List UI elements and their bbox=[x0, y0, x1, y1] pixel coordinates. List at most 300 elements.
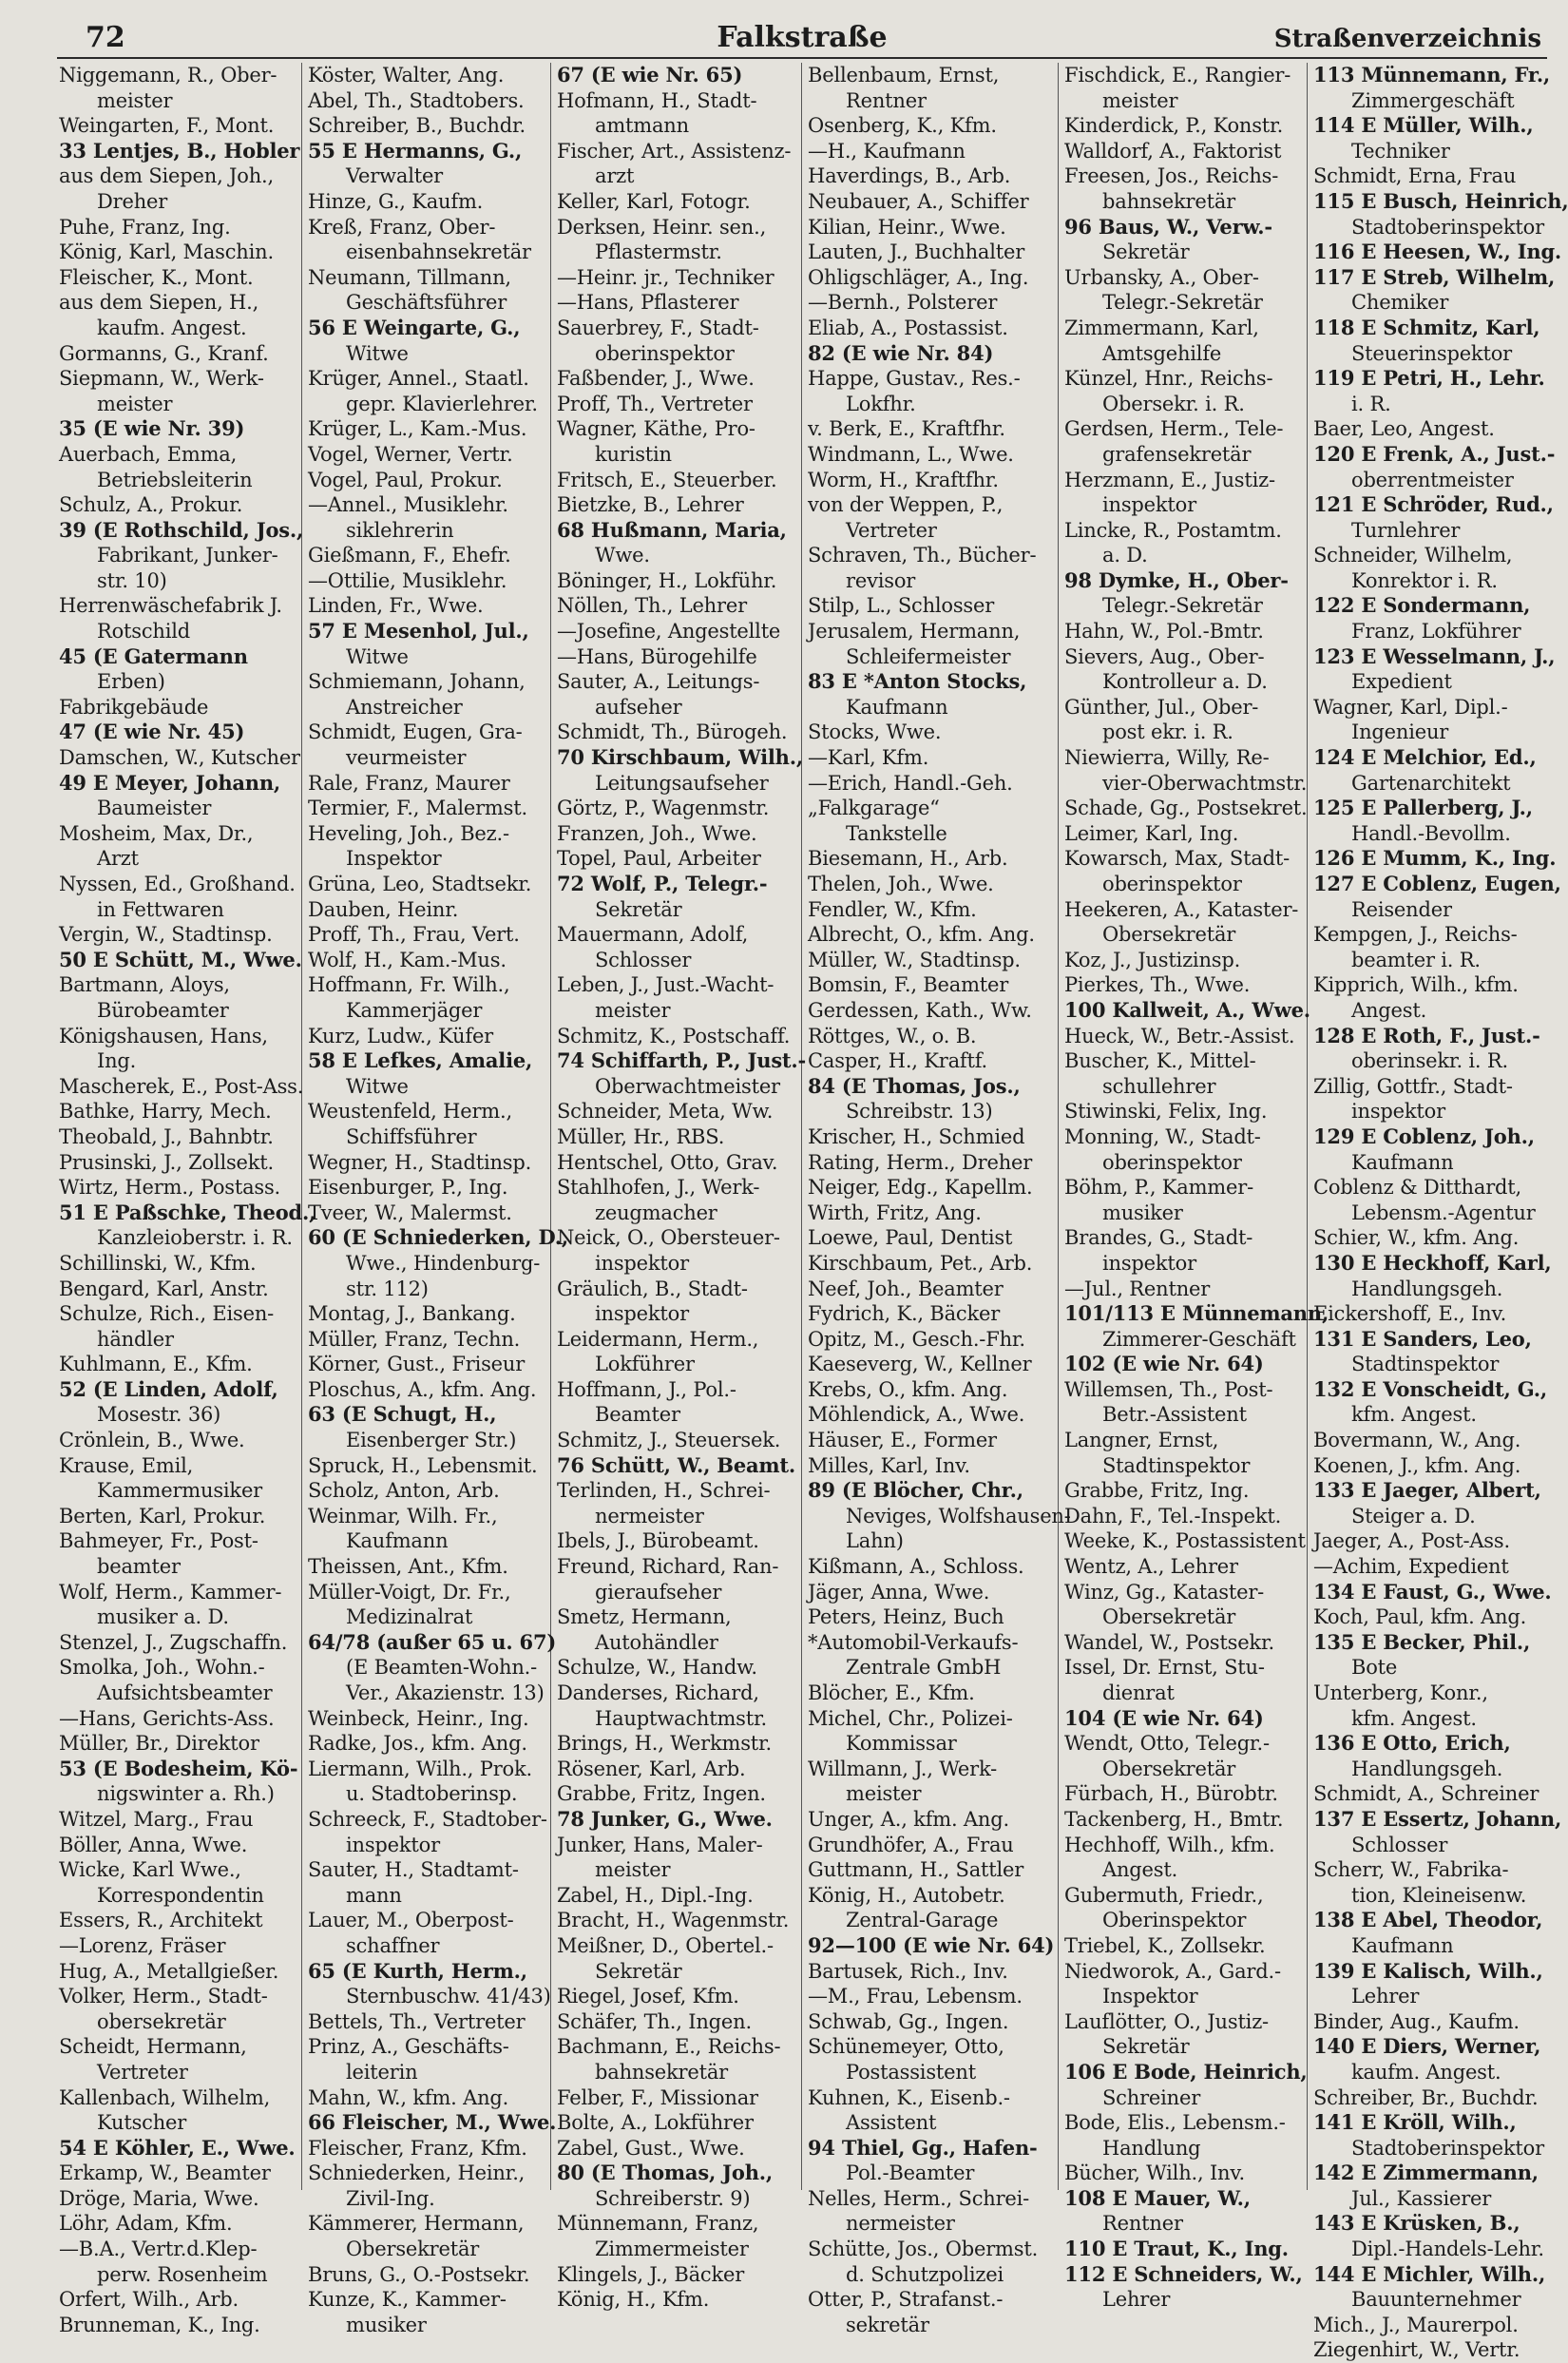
directory-entry: Danderses, Richard, bbox=[557, 1681, 759, 1704]
directory-entry: Brandes, G., Stadt- bbox=[1064, 1226, 1253, 1250]
directory-entry: *Automobil-Verkaufs- bbox=[808, 1630, 1019, 1654]
directory-entry-continuation: Bürobeamter bbox=[97, 998, 229, 1022]
directory-entry: Müller, W., Stadtinsp. bbox=[808, 948, 1021, 971]
directory-entry: 65 (E Kurth, Herm., bbox=[308, 1958, 527, 1983]
directory-entry: Fabrikgebäude bbox=[59, 695, 209, 719]
directory-entry: Osenberg, K., Kfm. bbox=[808, 114, 997, 138]
directory-entry: Keller, Karl, Fotogr. bbox=[557, 189, 751, 213]
directory-entry: Kipprich, Wilh., kfm. bbox=[1313, 973, 1519, 997]
directory-entry-continuation: Postassistent bbox=[846, 2060, 976, 2084]
directory-entry: Jaeger, A., Post-Ass. bbox=[1313, 1529, 1510, 1553]
directory-entry-continuation: revisor bbox=[846, 568, 916, 592]
directory-entry-continuation: inspektor bbox=[1351, 1100, 1445, 1124]
directory-entry-continuation: Zimmermeister bbox=[595, 2238, 749, 2261]
directory-entry: 35 (E wie Nr. 39) bbox=[59, 416, 245, 441]
directory-entry: Mauermann, Adolf, bbox=[557, 923, 749, 947]
directory-entry: v. Berk, E., Kraftfhr. bbox=[808, 417, 1005, 441]
directory-entry-continuation: Obersekretär bbox=[1102, 1605, 1236, 1629]
directory-entry: Sievers, Aug., Ober- bbox=[1064, 644, 1265, 668]
directory-entry: 94 Thiel, Gg., Hafen- bbox=[808, 2135, 1038, 2160]
directory-entry-continuation: inspektor bbox=[1102, 493, 1196, 517]
directory-entry: Schneider, Meta, Ww. bbox=[557, 1100, 774, 1124]
directory-entry: Biesemann, H., Arb. bbox=[808, 847, 1008, 871]
directory-entry: Künzel, Hnr., Reichs- bbox=[1064, 367, 1273, 391]
directory-entry: Rale, Franz, Maurer bbox=[308, 771, 510, 795]
directory-entry-continuation: perw. Rosenheim bbox=[97, 2262, 268, 2286]
directory-entry: Bomsin, F., Beamter bbox=[808, 973, 1009, 997]
directory-entry-continuation: Bauunternehmer bbox=[1351, 2288, 1521, 2312]
directory-entry-continuation: Ing. bbox=[97, 1049, 137, 1073]
directory-entry-continuation: Gartenarchitekt bbox=[1351, 771, 1511, 795]
directory-entry: Leimer, Karl, Ing. bbox=[1064, 821, 1239, 845]
directory-entry: Stiwinski, Felix, Ing. bbox=[1064, 1100, 1268, 1124]
directory-entry: Müller-Voigt, Dr. Fr., bbox=[308, 1580, 511, 1604]
directory-entry-continuation: Sekretär bbox=[1102, 2035, 1190, 2059]
directory-entry: 54 E Köhler, E., Wwe. bbox=[59, 2135, 296, 2160]
directory-entry: Wicke, Karl Wwe., bbox=[59, 1858, 241, 1882]
directory-entry: Münnemann, Franz, bbox=[557, 2212, 759, 2236]
page-number: 72 bbox=[86, 21, 125, 54]
directory-entry-continuation: musiker bbox=[346, 2313, 427, 2336]
directory-entry: Langner, Ernst, bbox=[1064, 1429, 1219, 1452]
directory-entry: —Karl, Kfm. bbox=[808, 746, 929, 770]
directory-entry-continuation: kfm. Angest. bbox=[1351, 1403, 1477, 1427]
directory-entry: 127 E Coblenz, Eugen, bbox=[1313, 872, 1561, 895]
directory-entry: Kißmann, A., Schloss. bbox=[808, 1555, 1024, 1579]
directory-entry-continuation: schullehrer bbox=[1102, 1074, 1216, 1098]
directory-entry-continuation: (E Beamten-Wohn.- bbox=[346, 1656, 538, 1680]
directory-entry: —Annel., Musiklehr. bbox=[308, 493, 508, 517]
directory-entry-continuation: Tankstelle bbox=[846, 821, 947, 845]
directory-entry: Sauerbrey, F., Stadt- bbox=[557, 316, 759, 339]
directory-entry-continuation: kaufm. Angest. bbox=[97, 316, 247, 339]
directory-entry: Baer, Leo, Angest. bbox=[1313, 417, 1495, 441]
directory-entry: Hug, A., Metallgießer. bbox=[59, 1959, 279, 1983]
directory-entry: Jerusalem, Hermann, bbox=[808, 620, 1021, 644]
directory-entry: Meißner, D., Obertel.- bbox=[557, 1933, 774, 1957]
directory-entry: Leben, J., Just.-Wacht- bbox=[557, 973, 774, 997]
directory-entry-continuation: meister bbox=[97, 392, 173, 415]
directory-entry-continuation: Kaufmann bbox=[346, 1529, 449, 1553]
directory-entry: Nelles, Herm., Schrei- bbox=[808, 2186, 1030, 2210]
directory-entry-continuation: Lokführer bbox=[595, 1353, 695, 1376]
directory-entry: Weinmar, Wilh. Fr., bbox=[308, 1504, 498, 1527]
directory-entry-continuation: Pflastermstr. bbox=[595, 240, 722, 264]
directory-entry: 106 E Bode, Heinrich, bbox=[1064, 2059, 1308, 2084]
directory-entry: Milles, Karl, Inv. bbox=[808, 1453, 970, 1477]
directory-entry: Rösener, Karl, Arb. bbox=[557, 1757, 746, 1780]
directory-entry: aus dem Siepen, Joh., bbox=[59, 164, 274, 188]
directory-entry: 70 Kirschbaum, Wilh., bbox=[557, 745, 803, 770]
directory-entry: —Bernh., Polsterer bbox=[808, 291, 998, 315]
directory-entry-continuation: nermeister bbox=[846, 2212, 955, 2236]
directory-entry-continuation: Dipl.-Handels-Lehr. bbox=[1351, 2238, 1544, 2261]
directory-entry-continuation: Stadtoberinspektor bbox=[1351, 215, 1544, 239]
directory-entry: König, Karl, Maschin. bbox=[59, 240, 274, 264]
directory-entry: Mosheim, Max, Dr., bbox=[59, 821, 254, 845]
directory-entry-continuation: Kammerjäger bbox=[346, 998, 483, 1022]
directory-entry: Grabbe, Fritz, Ingen. bbox=[557, 1782, 766, 1806]
directory-entry: Herrenwäschefabrik J. bbox=[59, 594, 282, 618]
directory-entry-continuation: Sekretär bbox=[595, 897, 682, 921]
directory-entry-continuation: Hauptwachtmstr. bbox=[595, 1706, 767, 1730]
directory-entry: Fydrich, K., Bäcker bbox=[808, 1302, 1001, 1326]
street-title: Falkstraße bbox=[717, 21, 888, 54]
directory-entry: Albrecht, O., kfm. Ang. bbox=[808, 923, 1035, 947]
column-6 bbox=[1308, 63, 1568, 2362]
directory-entry: Königshausen, Hans, bbox=[59, 1024, 268, 1047]
directory-entry: Bode, Elis., Lebensm.- bbox=[1064, 2111, 1286, 2135]
directory-entry: 113 Münnemann, Fr., bbox=[1313, 63, 1551, 86]
directory-entry-continuation: veurmeister bbox=[346, 746, 467, 770]
directory-entry: Schier, W., kfm. Ang. bbox=[1313, 1226, 1520, 1250]
directory-entry-continuation: Schlosser bbox=[1351, 1833, 1448, 1856]
directory-entry: 126 E Mumm, K., Ing. bbox=[1313, 846, 1557, 871]
directory-entry: Wandel, W., Postsekr. bbox=[1064, 1630, 1274, 1654]
directory-entry-continuation: Autohändler bbox=[595, 1630, 718, 1654]
directory-entry: Ibels, J., Bürobeamt. bbox=[557, 1529, 759, 1553]
directory-entry-continuation: musiker bbox=[1102, 1201, 1183, 1224]
directory-entry: Mascherek, E., Post-Ass. bbox=[59, 1074, 304, 1098]
directory-entry: 82 (E wie Nr. 84) bbox=[808, 340, 994, 365]
directory-entry: Dauben, Heinr. bbox=[308, 897, 459, 921]
directory-entry: Schütte, Jos., Obermst. bbox=[808, 2238, 1039, 2261]
directory-entry: Lauer, M., Oberpost- bbox=[308, 1909, 514, 1932]
directory-entry: Derksen, Heinr. sen., bbox=[557, 215, 767, 239]
directory-entry: Opitz, M., Gesch.-Fhr. bbox=[808, 1327, 1025, 1351]
directory-entry: Bartmann, Aloys, bbox=[59, 973, 230, 997]
directory-entry-continuation: Zentrale GmbH bbox=[846, 1656, 1002, 1680]
directory-entry: Grüna, Leo, Stadtsekr. bbox=[308, 873, 532, 895]
directory-entry: König, H., Kfm. bbox=[557, 2288, 710, 2312]
directory-entry-continuation: post ekr. i. R. bbox=[1102, 720, 1233, 744]
directory-entry: Worm, H., Kraftfhr. bbox=[808, 468, 999, 491]
directory-entry: Schulz, A., Prokur. bbox=[59, 493, 243, 517]
directory-entry: Ploschus, A., kfm. Ang. bbox=[308, 1377, 537, 1401]
directory-entry: Schmidt, Th., Bürogeh. bbox=[557, 720, 788, 744]
directory-entry-continuation: aufseher bbox=[595, 695, 682, 719]
directory-entry: Wolf, H., Kam.-Mus. bbox=[308, 948, 507, 971]
directory-entry-continuation: Neviges, Wolfshausen- bbox=[846, 1504, 1071, 1527]
directory-entry-continuation: Obersekretär bbox=[346, 2238, 480, 2261]
directory-entry: Dröge, Maria, Wwe. bbox=[59, 2186, 259, 2210]
directory-entry: Neiger, Edg., Kapellm. bbox=[808, 1176, 1033, 1200]
directory-entry-continuation: Sekretär bbox=[595, 1959, 682, 1983]
directory-entry: Bracht, H., Wagenmstr. bbox=[557, 1909, 790, 1932]
directory-entry-continuation: zeugmacher bbox=[595, 1201, 717, 1224]
directory-entry: Weustenfeld, Herm., bbox=[308, 1100, 512, 1124]
directory-entry: Hechhoff, Wilh., kfm. bbox=[1064, 1833, 1275, 1856]
column-4 bbox=[802, 63, 1071, 2336]
directory-entry-continuation: Kaufmann bbox=[1351, 1150, 1454, 1174]
directory-entry-continuation: sekretär bbox=[846, 2313, 929, 2336]
directory-entry: Ohligschläger, A., Ing. bbox=[808, 265, 1029, 289]
directory-entry: Essers, R., Architekt bbox=[59, 1909, 263, 1932]
directory-entry-continuation: kfm. Angest. bbox=[1351, 1706, 1477, 1730]
column-2 bbox=[302, 63, 569, 2336]
directory-entry: —Josefine, Angestellte bbox=[557, 620, 781, 644]
directory-entry: 80 (E Thomas, Joh., bbox=[557, 2161, 773, 2185]
directory-entry: 116 E Heesen, W., Ing. bbox=[1313, 240, 1562, 264]
directory-entry: Otter, P., Strafanst.- bbox=[808, 2288, 1004, 2312]
directory-entry: 141 E Kröll, Wilh., bbox=[1313, 2110, 1517, 2135]
directory-entry: Pierkes, Th., Wwe. bbox=[1064, 973, 1251, 997]
directory-entry: Coblenz & Ditthardt, bbox=[1313, 1176, 1522, 1200]
directory-entry-continuation: Lokfhr. bbox=[846, 392, 916, 415]
directory-entry: 132 E Vonscheidt, G., bbox=[1313, 1376, 1547, 1401]
directory-entry: Theissen, Ant., Kfm. bbox=[308, 1555, 508, 1579]
directory-entry: Theobald, J., Bahnbtr. bbox=[59, 1124, 274, 1148]
directory-entry: Siepmann, W., Werk- bbox=[59, 367, 264, 391]
directory-entry: 63 (E Schugt, H., bbox=[308, 1402, 497, 1427]
directory-entry: Kämmerer, Hermann, bbox=[308, 2212, 525, 2236]
directory-entry-continuation: beamter i. R. bbox=[1351, 948, 1481, 971]
directory-entry-continuation: Rotschild bbox=[97, 620, 191, 644]
directory-entry-continuation: oberrentmeister bbox=[1351, 468, 1514, 491]
directory-entry: Riegel, Josef, Kfm. bbox=[557, 1985, 739, 2008]
directory-entry: 47 (E wie Nr. 45) bbox=[59, 720, 245, 744]
directory-entry-continuation: Obersekretär bbox=[1102, 1757, 1236, 1780]
directory-entry: Gräulich, B., Stadt- bbox=[557, 1277, 748, 1300]
directory-entry: Kempgen, J., Reichs- bbox=[1313, 923, 1518, 947]
directory-entry-continuation: Ingenieur bbox=[1351, 720, 1449, 744]
directory-entry: 117 E Streb, Wilhelm, bbox=[1313, 264, 1556, 289]
directory-entry: Kinderdick, P., Konstr. bbox=[1064, 114, 1284, 138]
directory-entry-continuation: Witwe bbox=[346, 341, 409, 365]
directory-entry-continuation: Steiger a. D. bbox=[1351, 1504, 1476, 1527]
directory-entry: 119 E Petri, H., Lehr. bbox=[1313, 366, 1545, 391]
directory-entry: Schünemeyer, Otto, bbox=[808, 2035, 1004, 2059]
directory-entry-continuation: kuristin bbox=[595, 442, 672, 466]
directory-entry: Wendt, Otto, Telegr.- bbox=[1064, 1732, 1270, 1756]
directory-entry: Ziegenhirt, W., Vertr. bbox=[1313, 2338, 1520, 2362]
directory-columns bbox=[57, 63, 1568, 2362]
directory-entry: Schmitz, J., Steuersek. bbox=[557, 1429, 781, 1452]
directory-entry-continuation: Wwe., Hindenburg- bbox=[346, 1251, 541, 1275]
directory-entry: 74 Schiffarth, P., Just.- bbox=[557, 1048, 807, 1073]
directory-entry: Häuser, E., Former bbox=[808, 1429, 997, 1452]
directory-entry-continuation: a. D. bbox=[1102, 544, 1148, 567]
directory-entry-continuation: Medizinalrat bbox=[346, 1605, 473, 1629]
directory-entry: Müller, Hr., RBS. bbox=[557, 1124, 725, 1148]
directory-entry: Krischer, H., Schmied bbox=[808, 1124, 1025, 1148]
directory-entry: Krüger, Annel., Staatl. bbox=[308, 367, 529, 391]
directory-entry: Freund, Richard, Ran- bbox=[557, 1555, 779, 1579]
directory-entry: Schmidt, Erna, Frau bbox=[1313, 164, 1517, 188]
directory-entry: Schulze, Rich., Eisen- bbox=[59, 1302, 275, 1326]
directory-entry: Kreß, Franz, Ober- bbox=[308, 215, 496, 239]
directory-entry: Niedworok, A., Gard.- bbox=[1064, 1959, 1281, 1983]
directory-entry-continuation: Kaufmann bbox=[846, 695, 948, 719]
directory-entry: Loewe, Paul, Dentist bbox=[808, 1226, 1013, 1250]
directory-entry: 124 E Melchior, Ed., bbox=[1313, 745, 1537, 770]
directory-entry: Gormanns, G., Kranf. bbox=[59, 341, 269, 365]
directory-entry: Felber, F., Missionar bbox=[557, 2085, 758, 2109]
directory-entry-continuation: Obersekretär bbox=[1102, 923, 1236, 947]
directory-entry-continuation: Angest. bbox=[1102, 1858, 1178, 1882]
directory-entry-continuation: Dreher bbox=[97, 189, 168, 213]
directory-entry: Niewierra, Willy, Re- bbox=[1064, 746, 1270, 770]
directory-entry: 120 E Frenk, A., Just.- bbox=[1313, 441, 1556, 466]
directory-entry: Puhe, Franz, Ing. bbox=[59, 215, 231, 239]
directory-entry-continuation: Lahn) bbox=[846, 1529, 904, 1553]
directory-entry-continuation: schaffner bbox=[346, 1933, 440, 1957]
directory-entry: 89 (E Blöcher, Chr., bbox=[808, 1478, 1023, 1503]
directory-entry: 121 E Schröder, Rud., bbox=[1313, 492, 1554, 517]
directory-entry-continuation: bahnsekretär bbox=[1102, 189, 1236, 213]
directory-entry: Wirtz, Herm., Postass. bbox=[59, 1176, 281, 1200]
directory-entry: Freesen, Jos., Reichs- bbox=[1064, 164, 1279, 188]
directory-entry: 138 E Abel, Theodor, bbox=[1313, 1908, 1543, 1932]
directory-entry: 49 E Meyer, Johann, bbox=[59, 770, 281, 795]
directory-entry: Thelen, Joh., Wwe. bbox=[808, 873, 994, 895]
directory-entry-continuation: in Fettwaren bbox=[97, 897, 224, 921]
directory-entry-continuation: Zentral-Garage bbox=[846, 1909, 999, 1932]
directory-entry: —Ottilie, Musiklehr. bbox=[308, 568, 507, 592]
directory-entry: 53 (E Bodesheim, Kö- bbox=[59, 1756, 298, 1780]
directory-entry: Röttges, W., o. B. bbox=[808, 1024, 977, 1047]
directory-entry-continuation: Steuerinspektor bbox=[1351, 341, 1512, 365]
directory-entry: 68 Hußmann, Maria, bbox=[557, 517, 787, 542]
directory-entry: Klingels, J., Bäcker bbox=[557, 2262, 745, 2286]
directory-entry: Wegner, H., Stadtinsp. bbox=[308, 1150, 532, 1174]
directory-entry: Crönlein, B., Wwe. bbox=[59, 1429, 245, 1452]
directory-entry: Lauten, J., Buchhalter bbox=[808, 240, 1025, 264]
directory-entry: —B.A., Vertr.d.Klep- bbox=[59, 2238, 258, 2261]
directory-entry: Kallenbach, Wilhelm, bbox=[59, 2085, 271, 2109]
directory-entry: Eliab, A., Postassist. bbox=[808, 316, 1008, 339]
directory-entry-continuation: arzt bbox=[595, 164, 635, 188]
directory-entry: Schwab, Gg., Ingen. bbox=[808, 2009, 1009, 2033]
directory-entry: Scholz, Anton, Arb. bbox=[308, 1479, 500, 1503]
directory-entry-continuation: nigswinter a. Rh.) bbox=[97, 1782, 275, 1806]
directory-entry-continuation: Handlungsgeh. bbox=[1351, 1757, 1503, 1780]
directory-entry-continuation: Angest. bbox=[1351, 998, 1427, 1022]
directory-entry-continuation: Zivil-Ing. bbox=[346, 2186, 435, 2210]
directory-entry: Linden, Fr., Wwe. bbox=[308, 594, 484, 618]
directory-entry: Schneider, Wilhelm, bbox=[1313, 544, 1513, 567]
directory-entry: Zabel, H., Dipl.-Ing. bbox=[557, 1883, 754, 1907]
directory-entry: Schmiemann, Johann, bbox=[308, 670, 526, 694]
directory-entry: Bartusek, Rich., Inv. bbox=[808, 1959, 1008, 1983]
directory-entry: 33 Lentjes, B., Hobler bbox=[59, 138, 300, 163]
directory-entry-continuation: Lehrer bbox=[1102, 2288, 1171, 2312]
directory-entry: Faßbender, J., Wwe. bbox=[557, 367, 755, 391]
directory-entry-continuation: Verwalter bbox=[346, 164, 444, 188]
directory-entry: Zimmermann, Karl, bbox=[1064, 316, 1259, 339]
directory-entry: 123 E Wesselmann, J., bbox=[1313, 644, 1556, 668]
directory-entry: —Lorenz, Fräser bbox=[59, 1933, 226, 1957]
directory-entry-continuation: Betr.-Assistent bbox=[1102, 1403, 1247, 1427]
directory-entry: Schreiber, B., Buchdr. bbox=[308, 114, 526, 138]
directory-entry: Triebel, K., Zollsekr. bbox=[1064, 1933, 1266, 1957]
directory-entry: Krebs, O., kfm. Ang. bbox=[808, 1377, 1008, 1401]
directory-entry-continuation: Konrektor i. R. bbox=[1351, 568, 1498, 592]
directory-entry: Scheidt, Hermann, bbox=[59, 2035, 247, 2059]
directory-entry: Weeke, K., Postassistent bbox=[1064, 1529, 1306, 1553]
directory-entry-continuation: grafensekretär bbox=[1102, 442, 1252, 466]
directory-entry-continuation: Obersekr. i. R. bbox=[1102, 392, 1245, 415]
directory-entry-continuation: Kaufmann bbox=[1351, 1933, 1454, 1957]
directory-entry: Hueck, W., Betr.-Assist. bbox=[1064, 1024, 1295, 1047]
directory-entry-continuation: Rentner bbox=[846, 88, 927, 112]
directory-entry: Grundhöfer, A., Frau bbox=[808, 1833, 1014, 1856]
directory-entry: Fürbach, H., Bürobtr. bbox=[1064, 1782, 1278, 1806]
directory-entry-continuation: kaufm. Angest. bbox=[1351, 2060, 1501, 2084]
directory-entry: Sauter, H., Stadtamt- bbox=[308, 1858, 519, 1882]
directory-entry: Bahmeyer, Fr., Post- bbox=[59, 1529, 258, 1553]
directory-entry: 118 E Schmitz, Karl, bbox=[1313, 315, 1540, 339]
directory-entry-continuation: Bote bbox=[1351, 1656, 1398, 1680]
directory-entry-continuation: Chemiker bbox=[1351, 291, 1449, 315]
directory-entry: Bruns, G., O.-Postsekr. bbox=[308, 2262, 530, 2286]
directory-entry: Terlinden, H., Schrei- bbox=[557, 1479, 771, 1503]
directory-entry: Köster, Walter, Ang. bbox=[308, 64, 505, 86]
directory-entry: 78 Junker, G., Wwe. bbox=[557, 1806, 773, 1831]
directory-entry-continuation: Vertreter bbox=[846, 518, 937, 542]
directory-entry-continuation: dienrat bbox=[1102, 1681, 1175, 1704]
directory-entry: Unterberg, Konr., bbox=[1313, 1681, 1488, 1704]
directory-entry: Hahn, W., Pol.-Bmtr. bbox=[1064, 620, 1264, 644]
directory-entry-continuation: Pol.-Beamter bbox=[846, 2161, 975, 2185]
directory-entry: Gerdessen, Kath., Ww. bbox=[808, 998, 1032, 1022]
directory-entry: Schreiber, Br., Buchdr. bbox=[1313, 2085, 1539, 2109]
directory-entry-continuation: Stadtoberinspektor bbox=[1351, 2136, 1544, 2160]
directory-entry: Möhlendick, A., Wwe. bbox=[808, 1403, 1025, 1427]
directory-entry-continuation: oberinspektor bbox=[595, 341, 735, 365]
directory-entry: Gerdsen, Herm., Tele- bbox=[1064, 417, 1284, 441]
directory-entry: 144 E Michler, Wilh., bbox=[1313, 2261, 1546, 2286]
directory-entry-continuation: Handlungsgeh. bbox=[1351, 1277, 1503, 1300]
directory-entry: aus dem Siepen, H., bbox=[59, 291, 259, 315]
directory-entry: Tveer, W., Malermst. bbox=[308, 1201, 512, 1224]
directory-entry-continuation: amtmann bbox=[595, 114, 689, 138]
directory-entry: Schmitz, K., Postschaff. bbox=[557, 1024, 791, 1047]
directory-entry: von der Weppen, P., bbox=[808, 493, 1004, 517]
directory-entry-continuation: str. 10) bbox=[97, 568, 167, 592]
directory-entry: 137 E Essertz, Johann, bbox=[1313, 1806, 1562, 1831]
directory-entry: —Erich, Handl.-Geh. bbox=[808, 771, 1013, 795]
directory-entry: Bietzke, B., Lehrer bbox=[557, 493, 744, 517]
directory-entry-continuation: Techniker bbox=[1351, 139, 1450, 163]
directory-entry-continuation: Zimmergeschäft bbox=[1351, 88, 1515, 112]
directory-entry: Schreeck, F., Stadtober- bbox=[308, 1807, 547, 1831]
directory-entry: Montag, J., Bankang. bbox=[308, 1302, 516, 1326]
directory-entry: Lauflötter, O., Justiz- bbox=[1064, 2009, 1269, 2033]
directory-entry: Fischdick, E., Rangier- bbox=[1064, 64, 1291, 86]
directory-entry: Tackenberg, H., Bmtr. bbox=[1064, 1807, 1284, 1831]
directory-entry-continuation: Inspektor bbox=[1102, 1985, 1198, 2008]
directory-entry-continuation: tion, Kleineisenw. bbox=[1351, 1883, 1527, 1907]
directory-entry: Bachmann, E., Reichs- bbox=[557, 2035, 781, 2059]
directory-entry-continuation: Wwe. bbox=[595, 544, 650, 567]
directory-entry-continuation: musiker a. D. bbox=[97, 1605, 229, 1629]
directory-entry: Willemsen, Th., Post- bbox=[1064, 1377, 1273, 1401]
directory-entry-continuation: nermeister bbox=[595, 1504, 704, 1527]
directory-entry-continuation: Oberinspektor bbox=[1102, 1909, 1247, 1932]
directory-entry-continuation: leiterin bbox=[346, 2060, 418, 2084]
directory-entry: Löhr, Adam, Kfm. bbox=[59, 2212, 233, 2236]
directory-entry: 84 (E Thomas, Jos., bbox=[808, 1073, 1021, 1098]
directory-entry-continuation: inspektor bbox=[1102, 1251, 1196, 1275]
directory-entry: Hoffmann, J., Pol.- bbox=[557, 1377, 736, 1401]
directory-entry: 96 Baus, W., Verw.- bbox=[1064, 214, 1272, 239]
directory-entry: 133 E Jaeger, Albert, bbox=[1313, 1478, 1541, 1503]
directory-entry-continuation: Kontrolleur a. D. bbox=[1102, 670, 1268, 694]
directory-entry-continuation: str. 112) bbox=[346, 1277, 429, 1300]
directory-entry: Kirschbaum, Pet., Arb. bbox=[808, 1251, 1033, 1275]
directory-entry-continuation: Schreiberstr. 9) bbox=[595, 2186, 751, 2210]
